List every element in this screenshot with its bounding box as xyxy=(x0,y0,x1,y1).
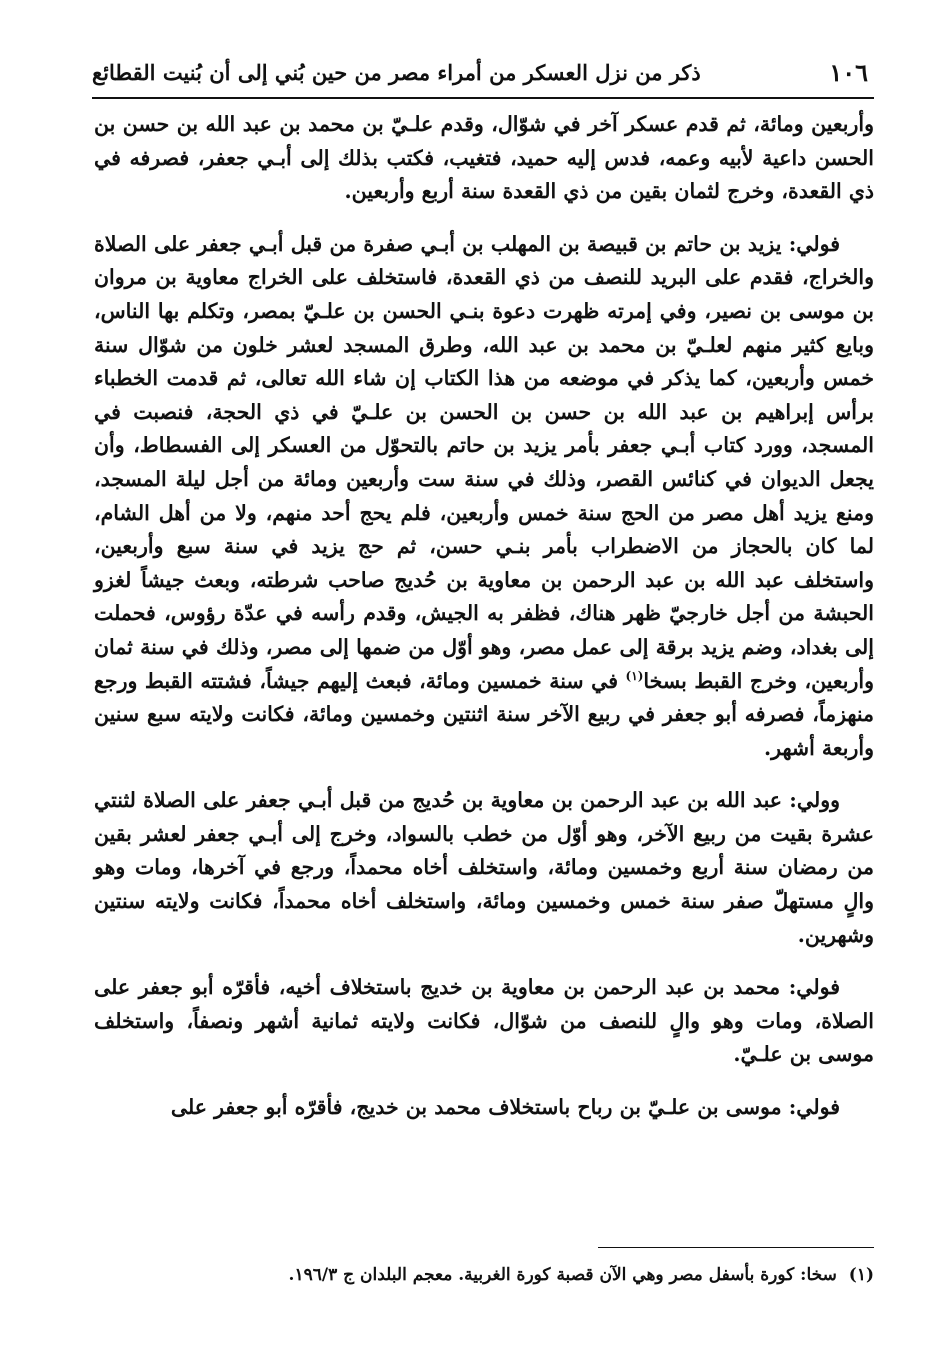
paragraph-3 xyxy=(94,784,874,952)
main-text xyxy=(94,108,874,1144)
paragraph-4-text: فولي: محمد بن عبد الرحمن بن معاوية بن خديج باستخلاف أخيه، فأقرّه أبو جعفر على الصلاة، ومات وهو والٍ للنصف من شوّال، فكانت ولايته ثمانية أشهر ونصفاً، واستخلف موسى بن علـيّ. xyxy=(94,975,874,1067)
footnote xyxy=(94,1262,874,1288)
paragraph-1 xyxy=(94,108,874,209)
paragraph-5 xyxy=(94,1091,874,1125)
paragraph-3-text: وولي: عبد الله بن عبد الرحمن بن معاوية بن حُديج من قبل أبـي جعفر على الصلاة لثنتي عشرة بقيت من ربيع الآخر، وهو أوّل من خطب بالسواد، وخرج إلى أبـي جعفر لعشر بقين من رمضان سنة أربع وخمسين ومائة، واستخلف أخاه محمداً، ورجع في آخرها، ومات وهو والٍ مستهلّ صفر سنة خمس وخمسين ومائة، واستخلف أخاه محمداً، فكانت ولايته سنتين وشهرين. xyxy=(94,788,874,947)
footnote-divider xyxy=(598,1247,874,1248)
footnote-text: سخا: كورة بأسفل مصر وهي الآن قصبة كورة الغربية. معجم البلدان ج ١٩٦/٣. xyxy=(288,1265,837,1285)
running-title: ذكر من نزل العسكر من أمراء مصر من حين بُني إلى أن بُنيت القطائع xyxy=(92,60,701,85)
paragraph-2-text-before: فولي: يزيد بن حاتم بن قبيصة بن المهلب بن أبـي صفرة من قبل أبـي جعفر على الصلاة والخراج، فقدم على البريد للنصف من ذي القعدة، فاستخلف على الخراج معاوية بن مروان بن موسى بن نصير، وفي إمرته ظهرت دعوة بنـي الحسن بن علـيّ بمصر، وتكلم بها الناس، وبايع كثير منهم لعلـيّ بن محمد بن عبد الله، وطرق المسجد لعشر خلون من شوّال سنة خمس وأربعين، كما يذكر في موضعه من هذا الكتاب إن شاء الله تعالى، ثم قدمت الخطباء برأس إبراهيم بن عبد الله بن حسن بن الحسن بن علـيّ في ذي الحجة، فنصبت في المسجد، وورد كتاب أبـي جعفر بأمر يزيد بن حاتم بالتحوّل من العسكر إلى الفسطاط، وأن يجعل الديوان في كنائس القصر، وذلك في سنة ست وأربعين ومائة من أجل ليلة المسجد، ومنع يزيد أهل مصر من الحج سنة خمس وأربعين، فلم يحج أحد منهم، ولا من أهل الشام، لما كان بالحجاز من الاضطراب بأمر بنـي حسن، ثم حج يزيد في سنة سبع وأربعين، واستخلف عبد الله بن عبد الرحمن بن معاوية بن حُديج صاحب شرطته، وبعث جيشاً لغزو الحبشة من أجل خارجيّ ظهر هناك، فظفر به الجيش، وقدم رأسه في عدّة رؤوس، فحملت إلى بغداد، وضم يزيد برقة إلى عمل مصر، وهو أوّل من ضمها إلى مصر، وذلك في سنة ثمان وأربعين، وخرج القبط بسخا xyxy=(94,231,874,693)
footnote-marker: (١) xyxy=(848,1265,874,1285)
paragraph-5-text: فولي: موسى بن علـيّ بن رباح باستخلاف محمد بن خديج، فأقرّه أبو جعفر على xyxy=(170,1095,840,1120)
page-header xyxy=(92,58,874,98)
header-divider xyxy=(92,97,874,99)
paragraph-4 xyxy=(94,971,874,1072)
page-number: ١٠٦ xyxy=(829,58,868,87)
paragraph-2 xyxy=(94,228,874,766)
paragraph-1-text: وأربعين ومائة، ثم قدم عسكر آخر في شوّال، وقدم علـيّ بن محمد بن عبد الله بن حسن بن الحسن داعية لأبيه وعمه، فدس إليه حميد، فتغيب، فكتب بذلك إلى أبـي جعفر، فصرفه في ذي القعدة، وخرج لثمان بقين من ذي القعدة سنة أربع وأربعين. xyxy=(94,112,874,204)
paragraph-2-text-after: في سنة خمسين ومائة، فبعث إليهم جيشاً، فشتته القبط ورجع منهزماً، فصرفه أبو جعفر في ربيع الآخر سنة اثنتين وخمسين ومائة، فكانت ولايته سبع سنين وأربعة أشهر. xyxy=(94,668,874,760)
footnote-reference: (١) xyxy=(625,668,644,683)
